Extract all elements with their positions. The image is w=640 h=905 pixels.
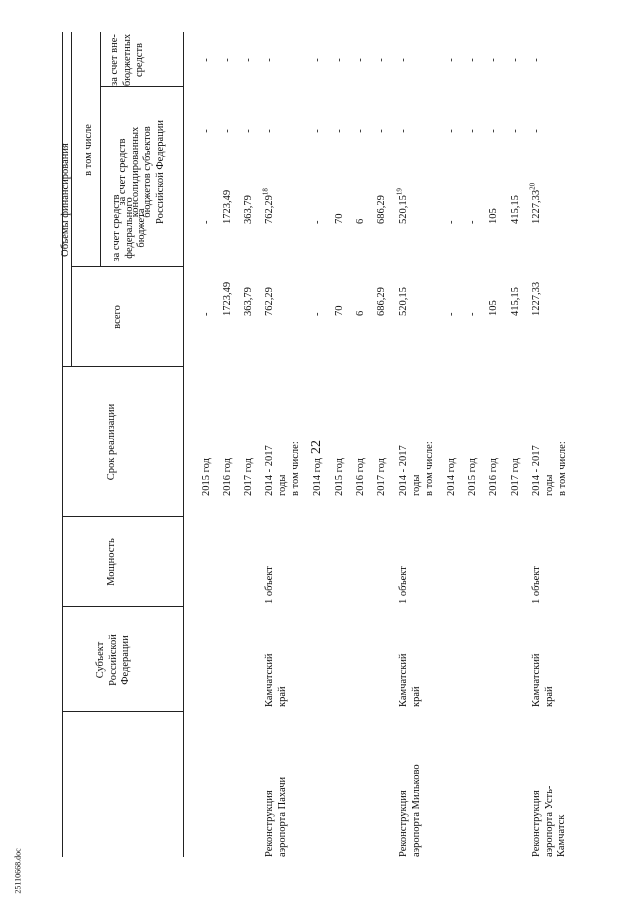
header-financing-group: Объемы финансирования bbox=[60, 143, 71, 257]
regional-cell: - bbox=[510, 129, 521, 133]
regional-cell: - bbox=[264, 129, 275, 133]
period-cell: 2014 - 2017 годы bbox=[398, 445, 422, 496]
regional-cell: - bbox=[334, 129, 345, 133]
header-federal: за счет средств федерального бюджета bbox=[111, 194, 147, 262]
footer-doc-code: 25110668.doc bbox=[13, 848, 23, 894]
page-number: 22 bbox=[309, 440, 324, 454]
total-cell: 686,29 bbox=[376, 287, 387, 316]
header-bottom-rule bbox=[183, 32, 184, 857]
header-offbudget: за счет вне- бюджетных средств bbox=[109, 33, 145, 87]
regional-cell: - bbox=[376, 129, 387, 133]
offbudget-cell: - bbox=[334, 58, 345, 62]
including-group-rule bbox=[100, 32, 101, 267]
federal-cell: - bbox=[467, 220, 478, 224]
offbudget-cell: - bbox=[201, 58, 212, 62]
header-capacity: Мощность bbox=[106, 538, 117, 586]
period-cell: 2015 год bbox=[467, 458, 478, 496]
footnote-mark: 18 bbox=[261, 188, 270, 196]
federal-cell: - bbox=[446, 220, 457, 224]
col-rule-2 bbox=[62, 606, 183, 607]
offbudget-cell: - bbox=[467, 58, 478, 62]
regional-cell: - bbox=[222, 129, 233, 133]
offbudget-cell: - bbox=[243, 58, 254, 62]
period-cell: 2017 год bbox=[510, 458, 521, 496]
federal-cell: 762,29$^{18}$ bbox=[261, 188, 275, 224]
col-rule-4 bbox=[62, 366, 183, 367]
offbudget-cell: - bbox=[264, 58, 275, 62]
period-cell: 2014 - 2017 годы bbox=[531, 445, 555, 496]
regional-cell: - bbox=[312, 129, 323, 133]
period-cell: 2015 год bbox=[201, 458, 212, 496]
offbudget-cell: - bbox=[488, 58, 499, 62]
federal-cell: 520,15$^{19}$ bbox=[395, 188, 409, 224]
federal-cell: - bbox=[201, 220, 212, 224]
period-cell: 2017 год bbox=[243, 458, 254, 496]
object-name: Реконструкция аэропорта Мильково bbox=[398, 764, 422, 857]
header-total: всего bbox=[112, 305, 123, 329]
total-cell: - bbox=[467, 312, 478, 316]
regional-cell: - bbox=[398, 129, 409, 133]
period-cell: в том числе: bbox=[557, 441, 568, 496]
object-name: Реконструкция аэропорта Усть- Камчатск bbox=[531, 785, 567, 857]
header-regional: за счет средств консолидированных бюджетов субъектов Российской Федерации bbox=[117, 120, 166, 224]
federal-cell: 105 bbox=[488, 208, 499, 224]
total-cell: 415,15 bbox=[510, 287, 521, 316]
offbudget-cell: - bbox=[398, 58, 409, 62]
total-cell: 762,29 bbox=[264, 287, 275, 316]
federal-cell: 363,79 bbox=[243, 195, 254, 224]
regional-cell: - bbox=[355, 129, 366, 133]
total-cell: - bbox=[201, 312, 212, 316]
period-cell: 2016 год bbox=[355, 458, 366, 496]
offbudget-cell: - bbox=[510, 58, 521, 62]
regional-cell: - bbox=[467, 129, 478, 133]
footnote-mark: 20 bbox=[528, 182, 537, 190]
offbudget-cell: - bbox=[376, 58, 387, 62]
period-cell: 2016 год bbox=[222, 458, 233, 496]
col-rule-1 bbox=[62, 711, 183, 712]
subject-name: Камчатский край bbox=[398, 653, 422, 707]
period-cell: 2015 год bbox=[334, 458, 345, 496]
subject-name: Камчатский край bbox=[264, 653, 288, 707]
header-period: Срок реализации bbox=[106, 403, 117, 481]
federal-cell: 6 bbox=[355, 218, 366, 224]
federal-cell: 70 bbox=[334, 213, 345, 224]
capacity-cell: 1 объект bbox=[264, 566, 275, 604]
total-cell: 70 bbox=[334, 305, 345, 316]
period-cell: 2014 год bbox=[312, 458, 323, 496]
period-cell: 2016 год bbox=[488, 458, 499, 496]
total-cell: - bbox=[446, 312, 457, 316]
federal-cell: 1723,49 bbox=[222, 189, 233, 224]
col-rule-3 bbox=[62, 516, 183, 517]
federal-cell: 415,15 bbox=[510, 195, 521, 224]
offbudget-cell: - bbox=[355, 58, 366, 62]
total-cell: - bbox=[312, 312, 323, 316]
offbudget-cell: - bbox=[446, 58, 457, 62]
federal-cell: 1227,33$^{20}$ bbox=[528, 182, 542, 224]
period-cell: 2017 год bbox=[376, 458, 387, 496]
capacity-cell: 1 объект bbox=[531, 566, 542, 604]
total-cell: 6 bbox=[355, 310, 366, 316]
total-cell: 105 bbox=[488, 300, 499, 316]
offbudget-cell: - bbox=[222, 58, 233, 62]
header-including: в том числе bbox=[83, 124, 94, 176]
col-rule-5 bbox=[71, 266, 183, 267]
total-cell: 1227,33 bbox=[531, 281, 542, 316]
period-cell: 2014 - 2017 годы bbox=[264, 445, 288, 496]
total-cell: 520,15 bbox=[398, 287, 409, 316]
total-cell: 1723,49 bbox=[222, 281, 233, 316]
regional-cell: - bbox=[201, 129, 212, 133]
period-cell: в том числе: bbox=[290, 441, 301, 496]
header-subject: Субъект Российской Федерации bbox=[95, 634, 131, 686]
regional-cell: - bbox=[243, 129, 254, 133]
regional-cell: - bbox=[531, 129, 542, 133]
object-name: Реконструкция аэропорта Пахачи bbox=[264, 776, 288, 857]
capacity-cell: 1 объект bbox=[398, 566, 409, 604]
federal-cell: 686,29 bbox=[376, 195, 387, 224]
footnote-mark: 19 bbox=[395, 188, 404, 196]
total-cell: 363,79 bbox=[243, 287, 254, 316]
period-cell: в том числе: bbox=[424, 441, 435, 496]
financing-table bbox=[62, 32, 600, 857]
offbudget-cell: - bbox=[531, 58, 542, 62]
period-cell: 2014 год bbox=[446, 458, 457, 496]
subject-name: Камчатский край bbox=[531, 653, 555, 707]
regional-cell: - bbox=[488, 129, 499, 133]
offbudget-cell: - bbox=[312, 58, 323, 62]
federal-cell: - bbox=[312, 220, 323, 224]
regional-cell: - bbox=[446, 129, 457, 133]
